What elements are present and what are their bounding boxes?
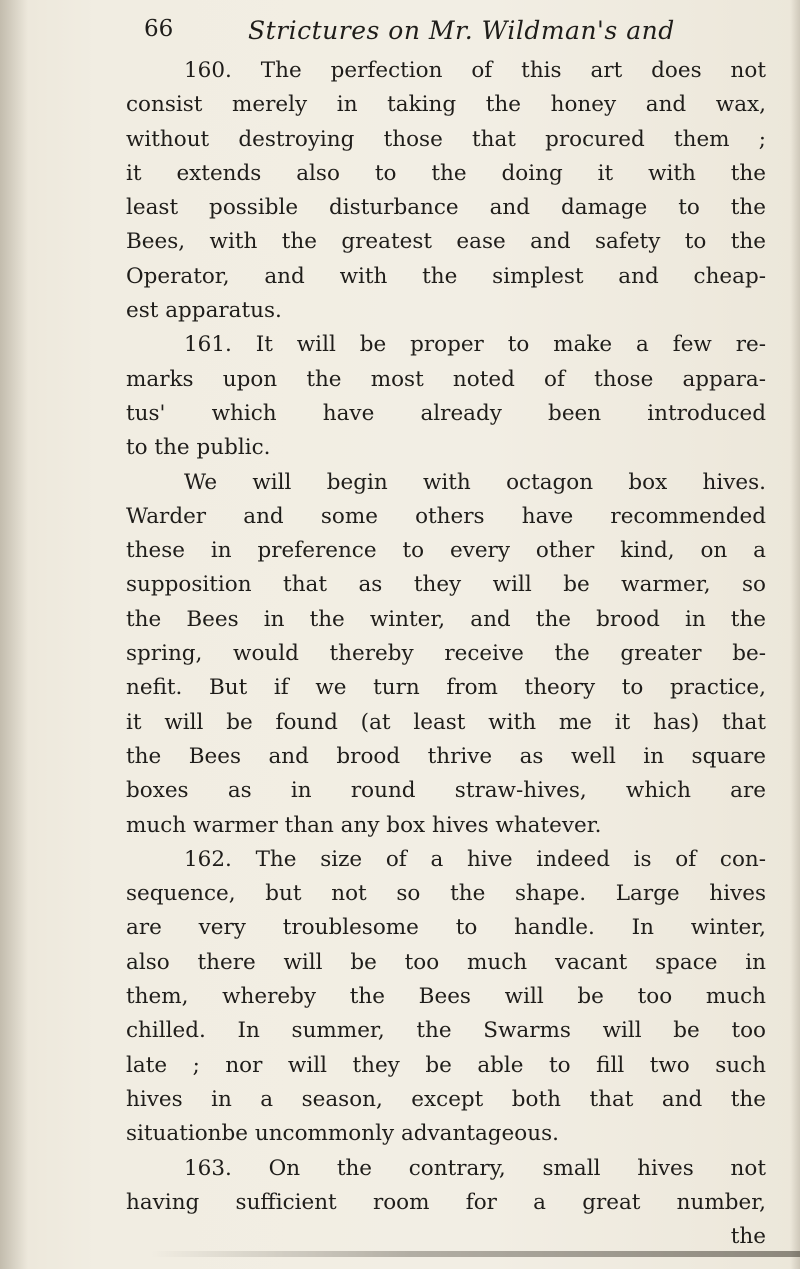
text-line: marks upon the most noted of those appara- — [126, 366, 766, 392]
text-line: to the public. — [126, 435, 271, 461]
text-line: are very troublesome to handle. In winter, — [126, 915, 766, 941]
text-line: these in preference to every other kind, on a — [126, 538, 766, 564]
text-line: the Bees in the winter, and the brood in the — [126, 606, 766, 632]
text-line: nefit. But if we turn from theory to practice, — [126, 675, 766, 701]
text-line: without destroying those that procured them ; — [126, 126, 766, 152]
text-line: Operator, and with the simplest and cheap- — [126, 263, 766, 289]
page-number: 66 — [144, 16, 174, 42]
text-line: 163. On the contrary, small hives not — [184, 1155, 766, 1181]
text-line: spring, would thereby receive the greater be- — [126, 641, 766, 667]
text-line: it extends also to the doing it with the — [126, 160, 766, 186]
text-line: it will be found (at least with me it has) that — [126, 709, 766, 735]
text-line: situationbe uncommonly advantageous. — [126, 1121, 559, 1147]
page-header — [0, 12, 800, 52]
text-line: sequence, but not so the shape. Large hives — [126, 881, 766, 907]
text-line: tus' which have already been introduced — [126, 400, 766, 426]
text-line: boxes as in round straw-hives, which are — [126, 778, 766, 804]
text-line: Bees, with the greatest ease and safety to the — [126, 229, 766, 255]
text-line: least possible disturbance and damage to the — [126, 195, 766, 221]
text-line: them, whereby the Bees will be too much — [126, 984, 766, 1010]
text-line: consist merely in taking the honey and wax, — [126, 92, 766, 118]
text-line: Warder and some others have recommended — [126, 503, 766, 529]
text-line: supposition that as they will be warmer, so — [126, 572, 766, 598]
text-line: chilled. In summer, the Swarms will be too — [126, 1018, 766, 1044]
text-line: also there will be too much vacant space in — [126, 949, 766, 975]
running-title: Strictures on Mr. Wildman's and — [248, 16, 675, 45]
spine-shadow — [0, 0, 28, 1269]
text-line: 160. The perfection of this art does not — [184, 58, 766, 83]
body-text — [126, 54, 766, 1254]
text-line: much warmer than any box hives whatever. — [126, 812, 602, 838]
text-line: having sufficient room for a great number, — [126, 1189, 766, 1215]
bottom-edge-shadow — [150, 1251, 800, 1257]
text-line: hives in a season, except both that and the — [126, 1086, 766, 1112]
text-line: We will begin with octagon box hives. — [184, 469, 766, 495]
text-line: late ; nor will they be able to fill two such — [126, 1052, 766, 1078]
text-line: est apparatus. — [126, 298, 282, 324]
text-line: the Bees and brood thrive as well in square — [126, 743, 766, 769]
text-line: 161. It will be proper to make a few re- — [184, 332, 766, 358]
page-edge — [790, 0, 800, 1269]
text-line: 162. The size of a hive indeed is of con- — [184, 846, 766, 872]
catchword: the — [730, 1224, 766, 1250]
